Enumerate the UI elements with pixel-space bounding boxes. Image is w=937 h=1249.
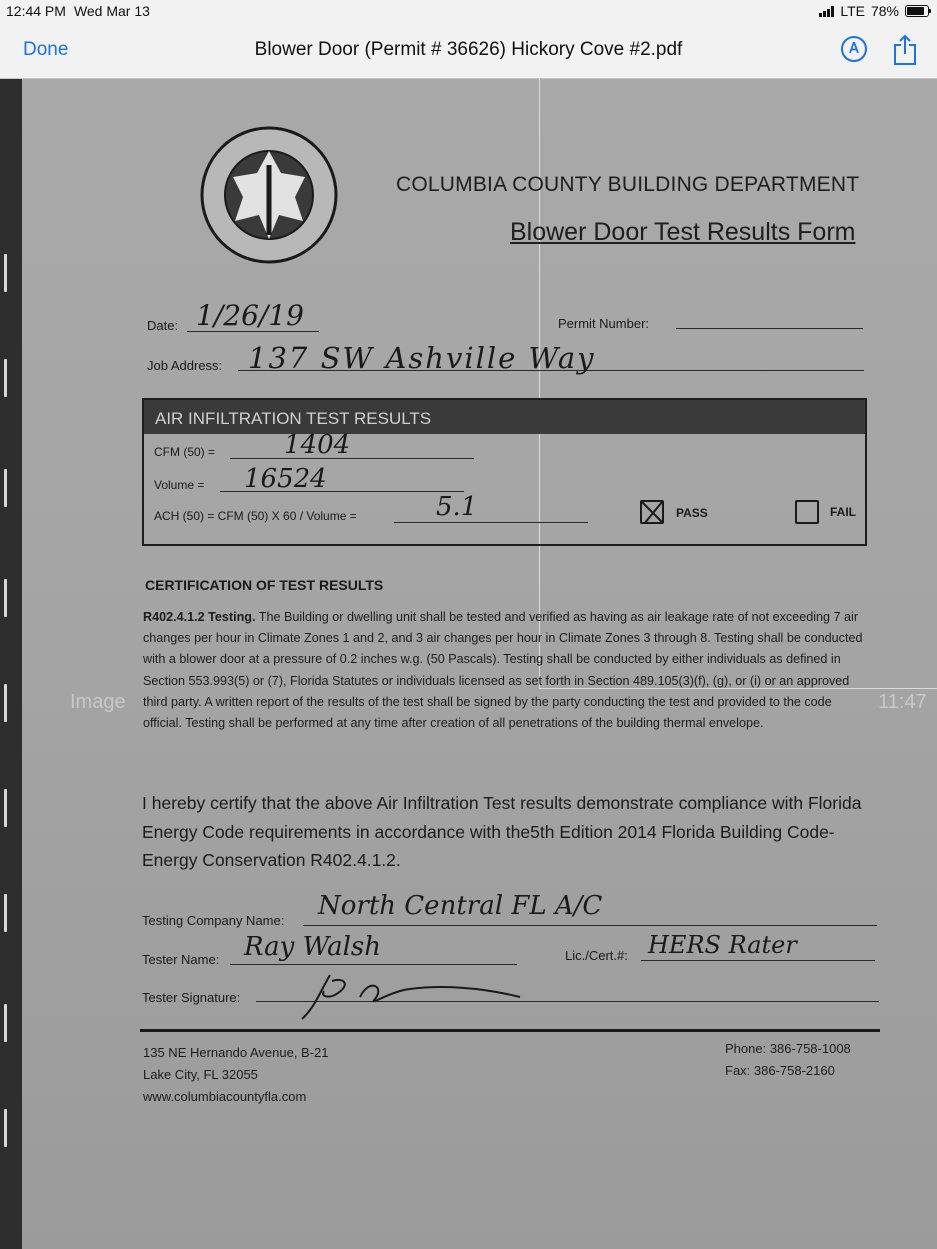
battery-icon: [905, 5, 929, 17]
pass-checkbox: [640, 500, 664, 524]
address-line-2: Lake City, FL 32055: [143, 1067, 258, 1082]
certification-paragraph: [143, 607, 873, 734]
county-seal: [199, 125, 339, 265]
fail-label: FAIL: [830, 505, 856, 519]
cfm-label: CFM (50) =: [154, 445, 216, 459]
pass-label: PASS: [676, 506, 708, 520]
date: Wed Mar 13: [73, 3, 150, 19]
form-title: Blower Door Test Results Form: [510, 218, 856, 246]
testing-company-line: [303, 925, 877, 926]
image-watermark-time: 11:47: [878, 691, 927, 713]
testing-company-label: Testing Company Name:: [142, 913, 285, 928]
pdf-page[interactable]: [0, 79, 937, 1249]
markup-pen-icon[interactable]: [841, 36, 867, 62]
volume-value: 16524: [244, 464, 327, 494]
job-address-label: Job Address:: [147, 358, 223, 373]
status-time: [6, 3, 150, 19]
license-label: Lic./Cert.#:: [565, 948, 628, 963]
clock: 12:44 PM: [6, 3, 66, 19]
website: www.columbiacountyfla.com: [143, 1089, 307, 1104]
job-address-value: 137 SW Ashville Way: [248, 341, 596, 375]
license-value: HERS Rater: [648, 931, 797, 959]
section-title: AIR INFILTRATION TEST RESULTS: [144, 400, 865, 434]
scan-seam: [539, 79, 540, 689]
volume-label: Volume =: [154, 478, 205, 492]
footer-rule: [140, 1029, 880, 1032]
ach-line: [394, 522, 588, 523]
battery-percent: 78%: [870, 3, 899, 19]
signal-icon: [819, 6, 834, 17]
testing-company-value: North Central FL A/C: [318, 891, 603, 921]
navigation-bar: [0, 24, 937, 79]
done-button[interactable]: Done: [23, 39, 69, 60]
cfm-line: [230, 458, 474, 459]
fax: Fax: 386-758-2160: [725, 1063, 835, 1078]
cfm-value: 1404: [284, 430, 351, 460]
department-name: COLUMBIA COUNTY BUILDING DEPARTMENT: [396, 173, 860, 196]
scan-binding-edge: [0, 79, 22, 1249]
tester-name-label: Tester Name:: [142, 952, 220, 967]
date-label: Date:: [147, 318, 179, 333]
permit-number-line: [676, 328, 863, 329]
license-line: [641, 960, 875, 961]
ach-label: ACH (50) = CFM (50) X 60 / Volume =: [154, 509, 357, 523]
tester-signature-label: Tester Signature:: [142, 990, 241, 1005]
status-bar: [0, 0, 937, 24]
image-watermark: Image: [70, 691, 126, 713]
certification-body: The Building or dwelling unit shall be tested and verified as having as air leakage rate of not exceeding 7 air changes per hour in Climate Zones 1 and 2, and 3 air changes per hour in Climate Zones 3 through 8. Testing shall be conducted with a blower door at a pressure of 0.2 inches w.g. (50 Pascals). Testing shall be conducted by either individuals as defined in Section 553.993(5) or (7), Florida Statutes or individuals licensed as set forth in Section 489.105(3)(f), (g), or (i) or an approved third party. A written report of the results of the test shall be signed by the party conducting the test and provided to the code official. Testing shall be performed at any time after creation of all penetrations of the building thermal envelope.: [143, 610, 863, 731]
certification-heading: CERTIFICATION OF TEST RESULTS: [145, 577, 384, 593]
fail-checkbox: [795, 500, 819, 524]
footer-address: [143, 1042, 329, 1108]
signature-scribble: [290, 967, 590, 1027]
tester-name-line: [230, 964, 517, 965]
certify-statement: I hereby certify that the above Air Infiltration Test results demonstrate compliance with Florida Energy Code requirements in accordance with the5th Edition 2014 Florida Building Code-Energy Conservation R402.4.1.2.: [142, 793, 862, 870]
date-value: 1/26/19: [196, 299, 304, 332]
phone: Phone: 386-758-1008: [725, 1041, 851, 1056]
carrier-label: LTE: [840, 3, 865, 19]
document-title: Blower Door (Permit # 36626) Hickory Cove #2.pdf: [254, 39, 683, 60]
footer-contact: [725, 1038, 851, 1082]
share-icon[interactable]: [892, 34, 918, 66]
permit-number-label: Permit Number:: [558, 316, 650, 331]
address-line-1: 135 NE Hernando Avenue, B-21: [143, 1045, 329, 1060]
ach-value: 5.1: [436, 492, 478, 522]
status-right: [819, 3, 929, 19]
code-reference: R402.4.1.2 Testing.: [143, 610, 256, 624]
air-infiltration-section: [142, 398, 867, 546]
tester-name-value: Ray Walsh: [244, 932, 381, 962]
